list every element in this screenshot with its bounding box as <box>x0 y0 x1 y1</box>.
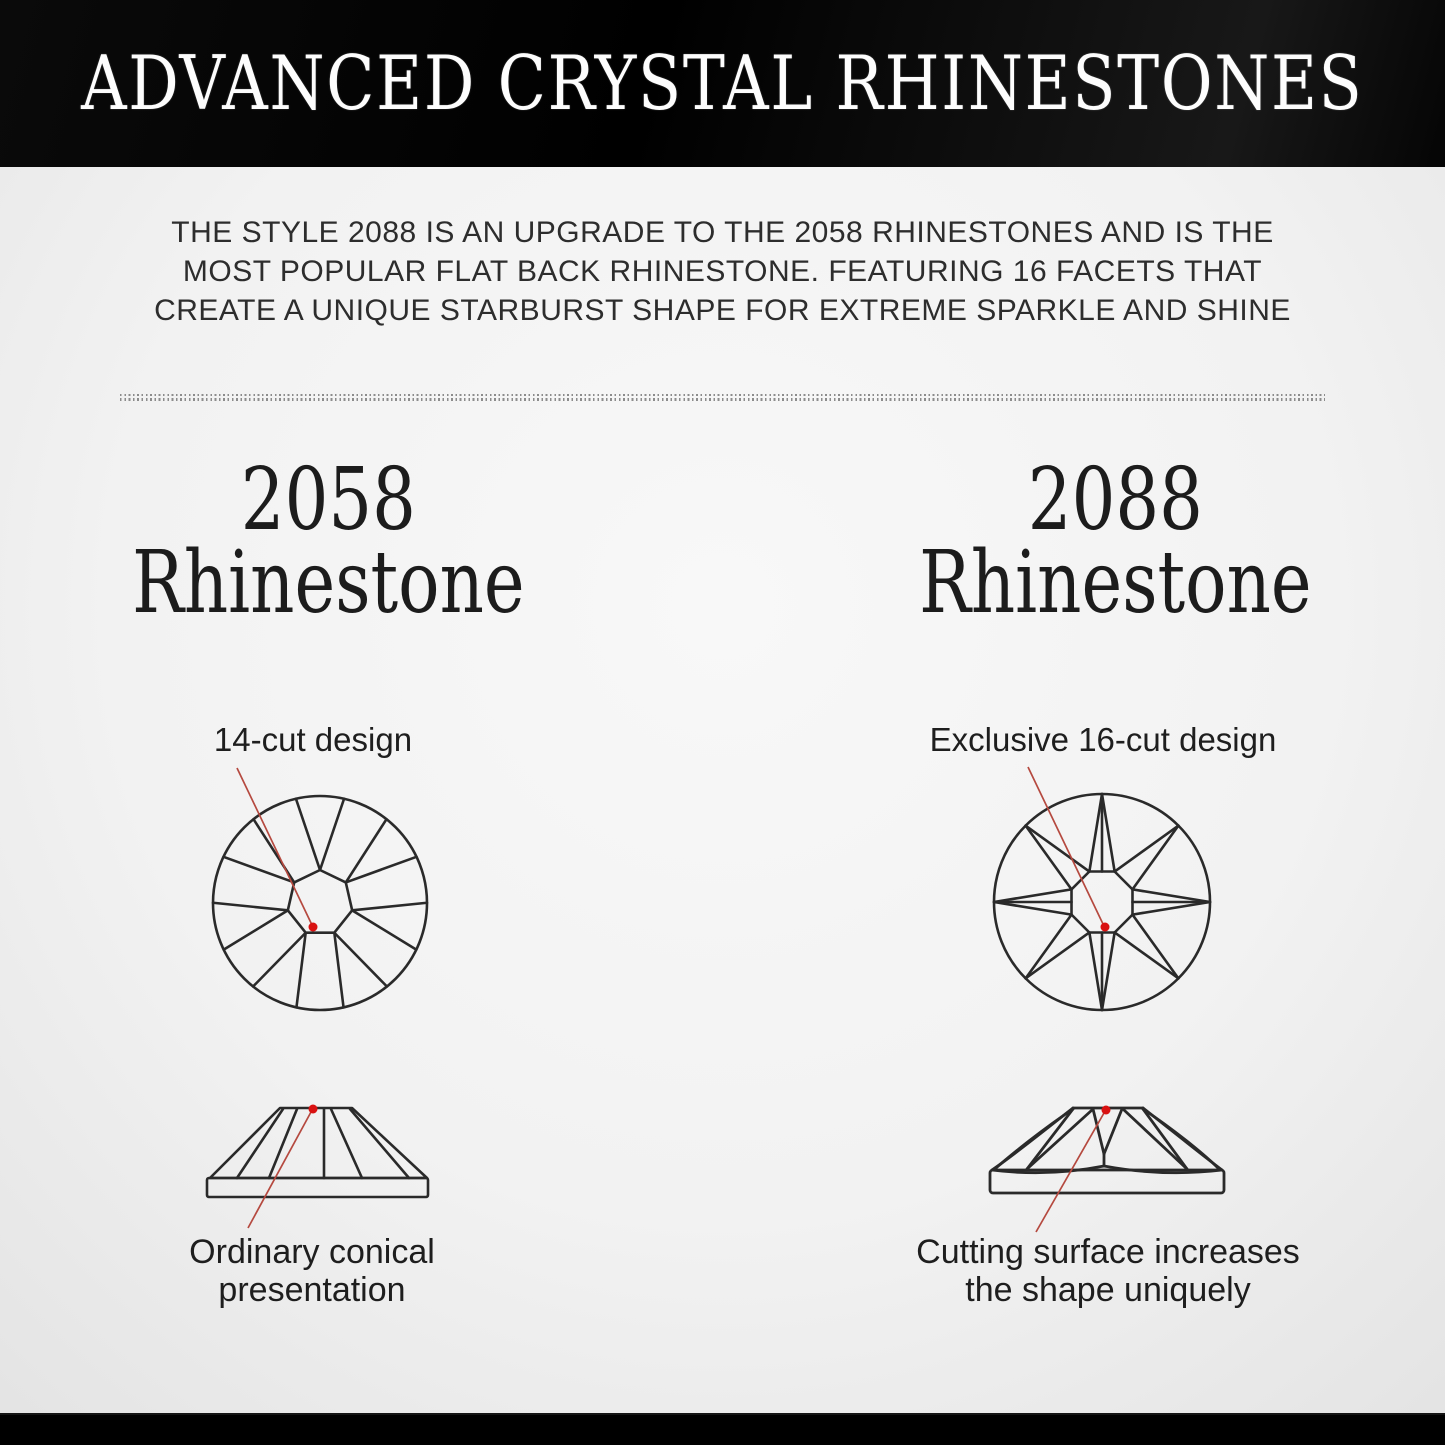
page-title-text: ADVANCED CRYSTAL RHINESTONES <box>81 39 1364 127</box>
model-number-2058: 2058 <box>240 450 416 550</box>
caption-2058-line-2: presentation <box>218 1271 406 1309</box>
caption-2088 <box>878 1233 1338 1309</box>
callout-leader-lines <box>237 767 1104 1232</box>
model-number-2088: 2088 <box>1027 450 1203 550</box>
caption-2058 <box>82 1233 542 1309</box>
rhinestone-2058-side-view-diagram <box>207 1108 428 1197</box>
series-name-2058: Rhinestone <box>132 533 525 633</box>
series-name-2088: Rhinestone <box>919 533 1312 633</box>
caption-2058-line-1: Ordinary conical <box>189 1233 435 1271</box>
page-title <box>0 39 1445 127</box>
callout-dot <box>1102 1106 1111 1115</box>
caption-2088-line-2: the shape uniquely <box>965 1271 1251 1309</box>
column-title-2058 <box>83 450 525 633</box>
dotted-divider <box>120 394 1325 401</box>
rhinestone-2088-side-view-diagram <box>990 1108 1224 1193</box>
header-band <box>0 0 1445 167</box>
callout-dot <box>309 923 318 932</box>
callout-dot <box>1101 923 1110 932</box>
footer-band <box>0 1413 1445 1445</box>
divider-dot-row <box>120 398 1325 400</box>
column-title-2088 <box>870 450 1312 633</box>
caption-2088-line-1: Cutting surface increases <box>916 1233 1300 1271</box>
divider-dot-row <box>120 394 1325 396</box>
rhinestone-2088-top-view-diagram <box>994 794 1210 1010</box>
intro-line-3: CREATE A UNIQUE STARBURST SHAPE FOR EXTREME SPARKLE AND SHINE <box>154 294 1291 327</box>
intro-line-2: MOST POPULAR FLAT BACK RHINESTONE. FEATURING 16 FACETS THAT <box>182 255 1263 288</box>
cut-design-label-2088: Exclusive 16-cut design <box>929 721 1277 758</box>
callout-dot <box>309 1105 318 1114</box>
intro-line-1: THE STYLE 2088 IS AN UPGRADE TO THE 2058 RHINESTONES AND IS THE <box>171 216 1274 249</box>
intro-text <box>0 213 1445 330</box>
rhinestone-2058-top-view-diagram <box>213 796 427 1010</box>
cut-design-label-2058: 14-cut design <box>213 721 413 758</box>
